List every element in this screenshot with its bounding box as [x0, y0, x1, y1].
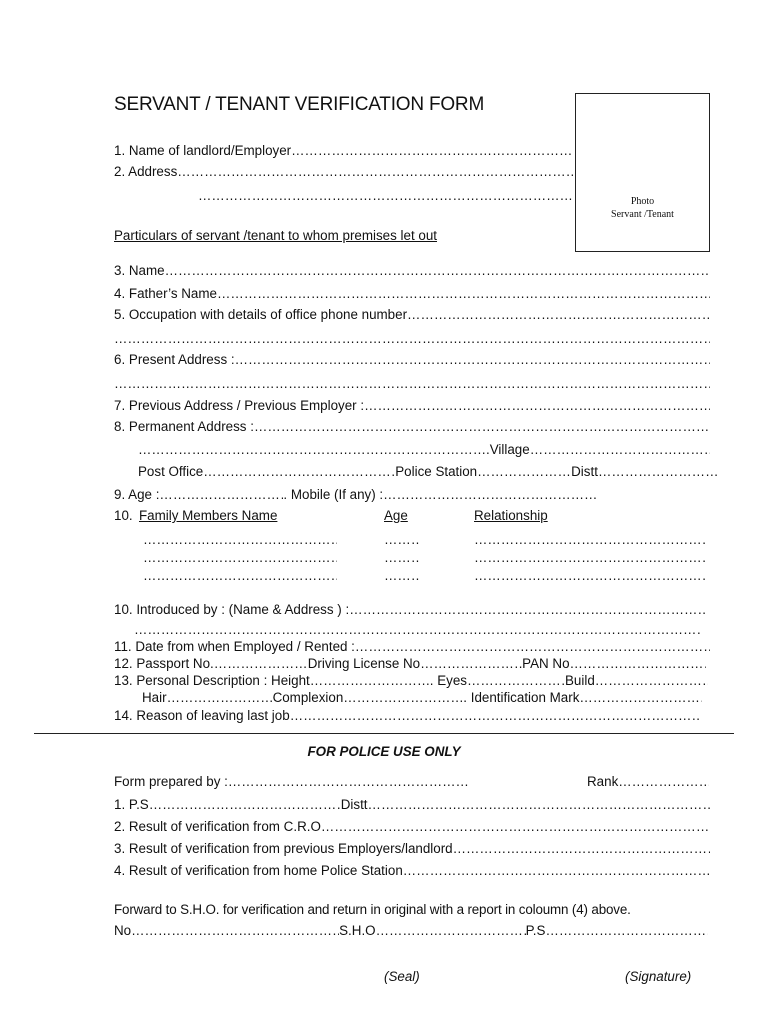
field-occupation[interactable]	[114, 306, 710, 323]
family-row-3-age[interactable]	[384, 567, 420, 584]
field-passport-license-pan[interactable]	[114, 655, 706, 672]
dotted-leader	[453, 840, 710, 857]
form-title: SERVANT / TENANT VERIFICATION FORM	[114, 94, 485, 115]
field-permanent-address[interactable]	[114, 418, 710, 435]
field-previous-employers-result[interactable]	[114, 840, 710, 857]
signature-label: (Signature)	[625, 969, 692, 984]
family-row-2-name[interactable]	[143, 549, 337, 566]
police-use-heading: FOR POLICE USE ONLY	[307, 744, 461, 759]
dotted-leader	[214, 655, 308, 672]
family-row-2-relationship[interactable]	[474, 549, 706, 566]
dotted-leader	[364, 397, 710, 414]
dotted-leader	[368, 796, 710, 813]
dotted-leader	[343, 689, 463, 706]
dotted-leader	[167, 689, 273, 706]
field-introduced-by[interactable]	[114, 601, 706, 618]
dotted-leader	[228, 773, 470, 790]
dotted-leader	[530, 441, 710, 458]
dotted-leader	[321, 818, 710, 835]
field-label: 2. Result of verification from C.R.O	[114, 819, 321, 834]
dotted-leader	[290, 707, 700, 724]
field-cro-result[interactable]	[114, 818, 710, 835]
field-name[interactable]	[114, 262, 710, 279]
field-previous-address[interactable]	[114, 397, 710, 414]
field-address-continuation[interactable]	[198, 187, 574, 204]
dotted-leader	[570, 655, 706, 672]
field-label: 4. Father’s Name	[114, 286, 217, 301]
dotted-leader	[467, 672, 565, 689]
police-station-label: Police Station	[395, 464, 478, 479]
family-row-3-name[interactable]	[143, 567, 337, 584]
field-label: 5. Occupation with details of office phone number	[114, 307, 408, 322]
hair-label: Hair	[142, 690, 167, 705]
field-label: 3. Result of verification from previous Employers/landlord	[114, 841, 453, 856]
dotted-leader	[595, 672, 708, 689]
complexion-label: Complexion	[272, 690, 344, 705]
field-address[interactable]	[114, 163, 574, 180]
family-row-2-age[interactable]	[384, 549, 420, 566]
mobile-label: . Mobile (If any) :	[283, 487, 384, 502]
dotted-leader	[477, 463, 571, 480]
passport-label: 12. Passport No.	[114, 656, 214, 671]
dotted-leader	[177, 163, 574, 180]
dotted-leader	[217, 285, 710, 302]
family-age-heading: Age	[384, 508, 408, 523]
family-row-1-name[interactable]	[143, 531, 337, 548]
field-rank[interactable]	[587, 773, 709, 790]
dotted-leader	[545, 922, 708, 939]
dotted-leader	[420, 655, 522, 672]
field-present-address[interactable]	[114, 351, 710, 368]
field-form-prepared-by[interactable]	[114, 773, 470, 790]
ps-label: P.S	[525, 923, 546, 938]
field-label: 1. Name of landlord/Employer	[114, 143, 292, 158]
field-label: 10. Introduced by : (Name & Address ) :	[114, 602, 350, 617]
field-post-office-line[interactable]	[138, 463, 718, 480]
distt-label: Distt	[340, 797, 368, 812]
field-reason-leaving[interactable]	[114, 707, 700, 724]
dotted-leader	[159, 486, 283, 503]
field-label: 2. Address	[114, 164, 178, 179]
dotted-leader	[149, 796, 341, 813]
family-relationship-heading: Relationship	[474, 508, 548, 523]
age-label: 9. Age :	[114, 487, 160, 502]
dotted-leader	[579, 689, 702, 706]
forward-instruction: Forward to S.H.O. for verification and return in original with a report in coloumn (4) above.	[114, 902, 631, 917]
dotted-leader	[376, 922, 526, 939]
dotted-leader	[310, 672, 430, 689]
build-label: Build	[564, 673, 595, 688]
distt-label: Distt	[571, 464, 598, 479]
particulars-heading: Particulars of servant /tenant to whom premises let out	[114, 228, 438, 243]
dotted-leader	[598, 463, 718, 480]
family-row-1-age[interactable]	[384, 531, 420, 548]
dotted-leader	[203, 463, 395, 480]
field-label: 4. Result of verification from home Police Station	[114, 863, 403, 878]
field-hair-complexion[interactable]	[142, 689, 702, 706]
field-label: 7. Previous Address / Previous Employer :	[114, 398, 365, 413]
no-label: No	[114, 923, 132, 938]
field-label: Form prepared by :	[114, 774, 228, 789]
identification-mark-label: . Identification Mark	[463, 690, 580, 705]
dotted-leader	[383, 486, 596, 503]
photo-caption	[576, 195, 709, 221]
family-row-1-relationship[interactable]	[474, 531, 706, 548]
driving-license-label: Driving License No	[307, 656, 421, 671]
field-label: 3. Name	[114, 263, 165, 278]
field-label: 11. Date from when Employed / Rented :	[114, 639, 355, 654]
post-office-label: Post Office	[138, 464, 204, 479]
field-occupation-continuation[interactable]	[114, 330, 710, 347]
field-no-sho-ps[interactable]	[114, 922, 708, 939]
field-date-employed[interactable]	[114, 638, 710, 655]
dotted-leader	[355, 638, 710, 655]
dotted-leader	[235, 351, 710, 368]
dotted-leader	[349, 601, 706, 618]
field-age-mobile[interactable]	[114, 486, 596, 503]
field-introduced-continuation[interactable]	[134, 621, 700, 638]
field-father-name[interactable]	[114, 285, 710, 302]
dotted-leader	[407, 306, 710, 323]
height-label: 13. Personal Description : Height	[114, 673, 310, 688]
field-label: 14. Reason of leaving last job	[114, 708, 290, 723]
dotted-leader	[165, 262, 710, 279]
family-name-heading: Family Members Name	[139, 508, 278, 523]
dotted-leader	[254, 418, 710, 435]
section-divider	[34, 733, 734, 734]
dotted-leader	[138, 441, 486, 458]
family-item-number: 10.	[114, 508, 133, 523]
family-row-3-relationship[interactable]	[474, 567, 706, 584]
eyes-label: . Eyes	[429, 673, 467, 688]
seal-label: (Seal)	[384, 969, 420, 984]
dotted-leader	[131, 922, 339, 939]
village-label: .Village	[486, 442, 530, 457]
sho-label: S.H.O	[339, 923, 376, 938]
field-village-line[interactable]	[138, 441, 710, 458]
field-ps-distt[interactable]	[114, 796, 710, 813]
field-present-address-continuation[interactable]	[114, 375, 710, 392]
field-landlord-name[interactable]	[114, 142, 574, 159]
dotted-leader	[291, 142, 574, 159]
field-personal-description[interactable]	[114, 672, 708, 689]
pan-label: PAN No	[522, 656, 570, 671]
dotted-leader	[403, 862, 710, 879]
field-label: 6. Present Address :	[114, 352, 235, 367]
photo-caption-line-1: Photo	[630, 196, 655, 207]
ps-label: 1. P.S	[114, 797, 149, 812]
dotted-leader	[618, 773, 709, 790]
field-label: 8. Permanent Address :	[114, 419, 254, 434]
photo-caption-line-2: Servant /Tenant	[611, 209, 674, 220]
rank-label: Rank	[587, 774, 619, 789]
field-home-ps-result[interactable]	[114, 862, 710, 879]
